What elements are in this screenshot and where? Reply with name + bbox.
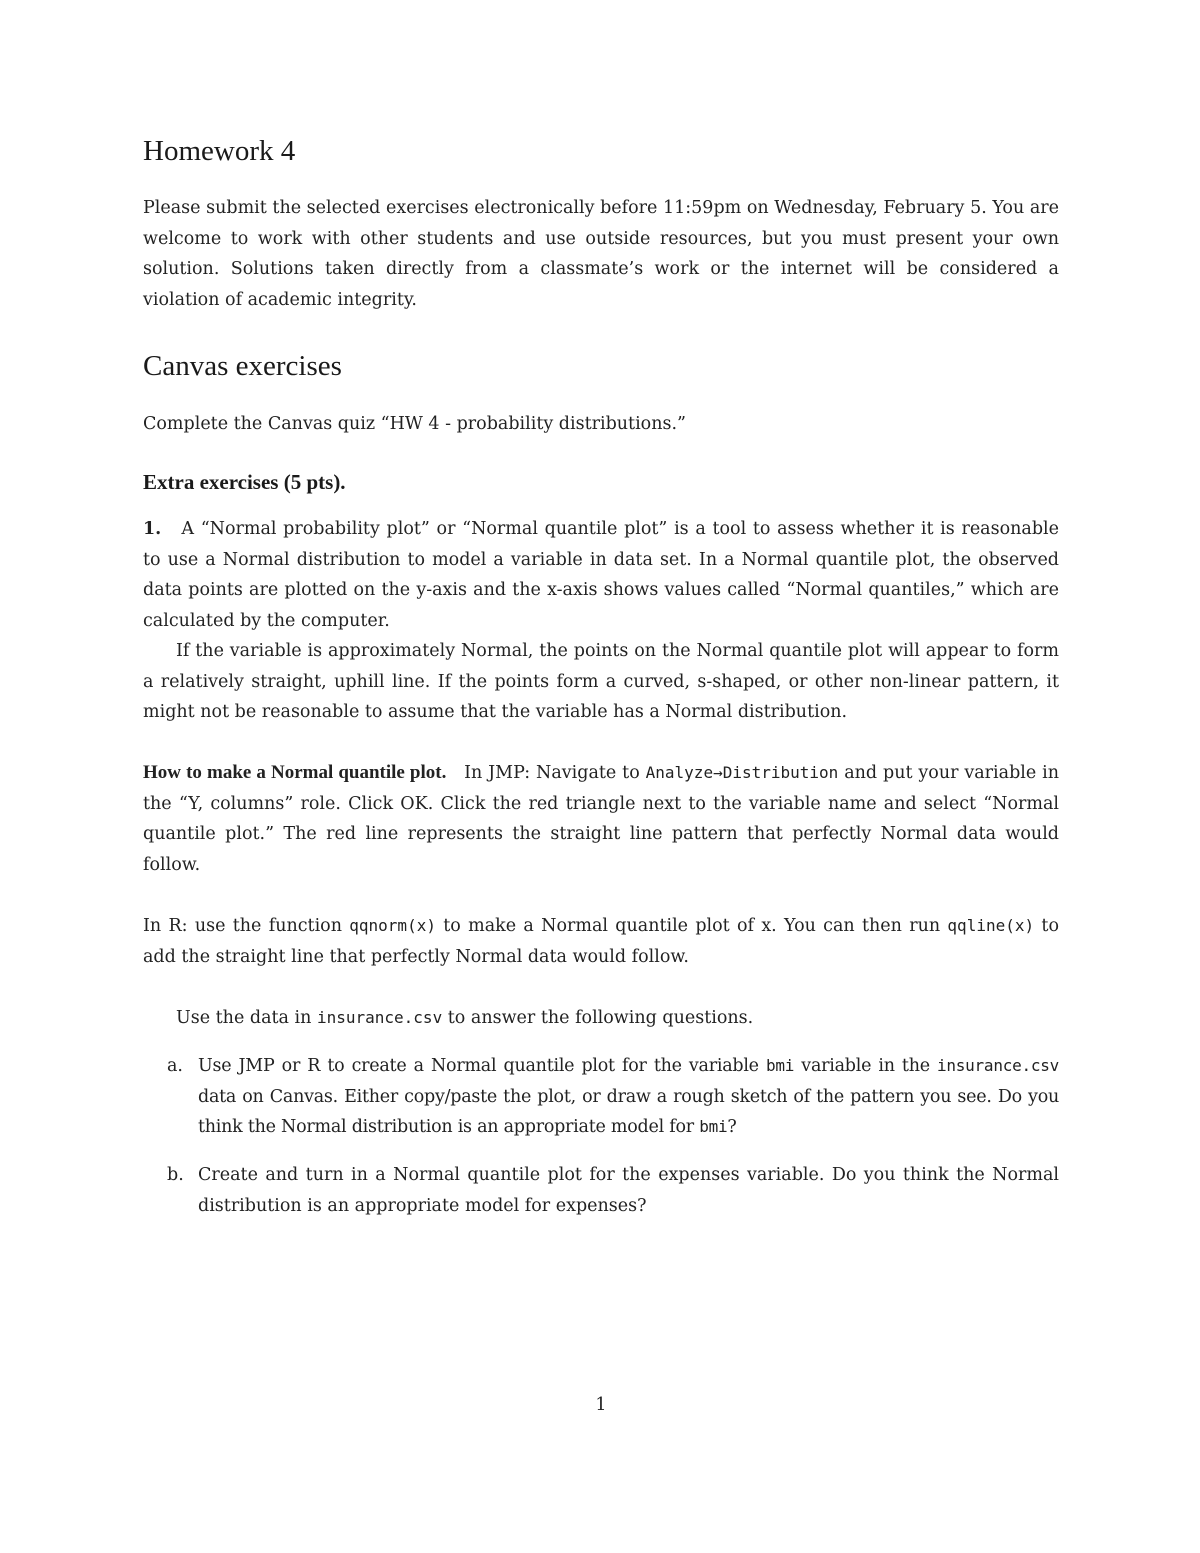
question-1-paragraph bbox=[143, 514, 1059, 636]
howto-lead: How to make a Normal quantile plot. bbox=[143, 762, 447, 783]
howto-jmp-text-b: and put your variable in the “Y, columns” role. Click OK. Click the red triangle next to the variable name and select “Normal quantile plot.” The red line represents the straight line pattern that perfectly Normal data would follow. bbox=[143, 763, 1059, 875]
item-a-text-3: data on Canvas. Either copy/paste the plot, or draw a rough sketch of the pattern you see. Do you think the Normal distribution is an appropriate model for bbox=[198, 1086, 1059, 1137]
r-code-qqnorm: qqnorm(x) bbox=[349, 916, 436, 935]
intro-paragraph: Please submit the selected exercises electronically before 11:59pm on Wednesday, February 5. You are welcome to work with other students and use outside resources, but you must present your own solution. Solutions taken directly from a classmate’s work or the internet will be considered a violation of academic integrity. bbox=[143, 198, 1059, 310]
use-data-text-b: to answer the following questions. bbox=[442, 1008, 754, 1028]
use-data-paragraph bbox=[143, 1003, 1059, 1034]
r-code-qqline: qqline(x) bbox=[947, 916, 1035, 935]
howto-jmp-code: Analyze→Distribution bbox=[645, 763, 839, 782]
howto-paragraph bbox=[143, 758, 1059, 880]
list-item-b bbox=[167, 1160, 1059, 1221]
canvas-text: Complete the Canvas quiz “HW 4 - probability distributions.” bbox=[143, 414, 686, 434]
extra-heading: Extra exercises (5 pts). bbox=[143, 470, 346, 494]
question-1-text: A “Normal probability plot” or “Normal quantile plot” is a tool to assess whether it is reasonable to use a Normal distribution to model a variable in data set. In a Normal quantile plot, the observed data points are plotted on the y-axis and the x-axis shows values called “Normal quantiles,” which are calculated by the computer. bbox=[143, 519, 1059, 631]
r-text-a: In R: use the function bbox=[143, 916, 350, 936]
list-item-a-label: a. bbox=[167, 1056, 183, 1076]
question-1-number: 1. bbox=[143, 519, 162, 539]
r-text-c: to add the straight line that perfectly Normal data would follow. bbox=[143, 916, 1059, 967]
r-paragraph bbox=[143, 911, 1059, 972]
howto-jmp-text-a: In JMP: Navigate to bbox=[464, 763, 646, 783]
list-item-a-text bbox=[198, 1051, 1059, 1143]
page-number: 1 bbox=[595, 1395, 607, 1415]
item-a-text-4: ? bbox=[727, 1117, 737, 1137]
canvas-heading: Canvas exercises bbox=[143, 350, 342, 382]
document-page bbox=[143, 0, 1059, 1553]
item-a-code-bmi: bmi bbox=[765, 1056, 795, 1075]
use-data-text-a: Use the data in bbox=[176, 1008, 317, 1028]
list-item-a bbox=[167, 1051, 1059, 1143]
use-data-code: insurance.csv bbox=[316, 1008, 443, 1027]
page-title: Homework 4 bbox=[143, 135, 296, 167]
list-item-b-text: Create and turn in a Normal quantile plot for the expenses variable. Do you think the Normal distribution is an appropriate model for expenses? bbox=[198, 1165, 1059, 1216]
r-text-b: to make a Normal quantile plot of x. You can then run bbox=[435, 916, 948, 936]
item-a-text-2: variable in the bbox=[794, 1056, 938, 1076]
list-item-b-label: b. bbox=[167, 1165, 184, 1185]
question-1-paragraph-2: If the variable is approximately Normal, the points on the Normal quantile plot will appear to form a relatively straight, uphill line. If the points form a curved, s-shaped, or other non-linear pattern, it might not be reasonable to assume that the variable has a Normal distribution. bbox=[143, 641, 1059, 722]
item-a-code-bmi-2: bmi bbox=[699, 1117, 728, 1136]
item-a-code-insurance: insurance.csv bbox=[937, 1056, 1059, 1075]
item-a-text-1: Use JMP or R to create a Normal quantile plot for the variable bbox=[198, 1056, 766, 1076]
